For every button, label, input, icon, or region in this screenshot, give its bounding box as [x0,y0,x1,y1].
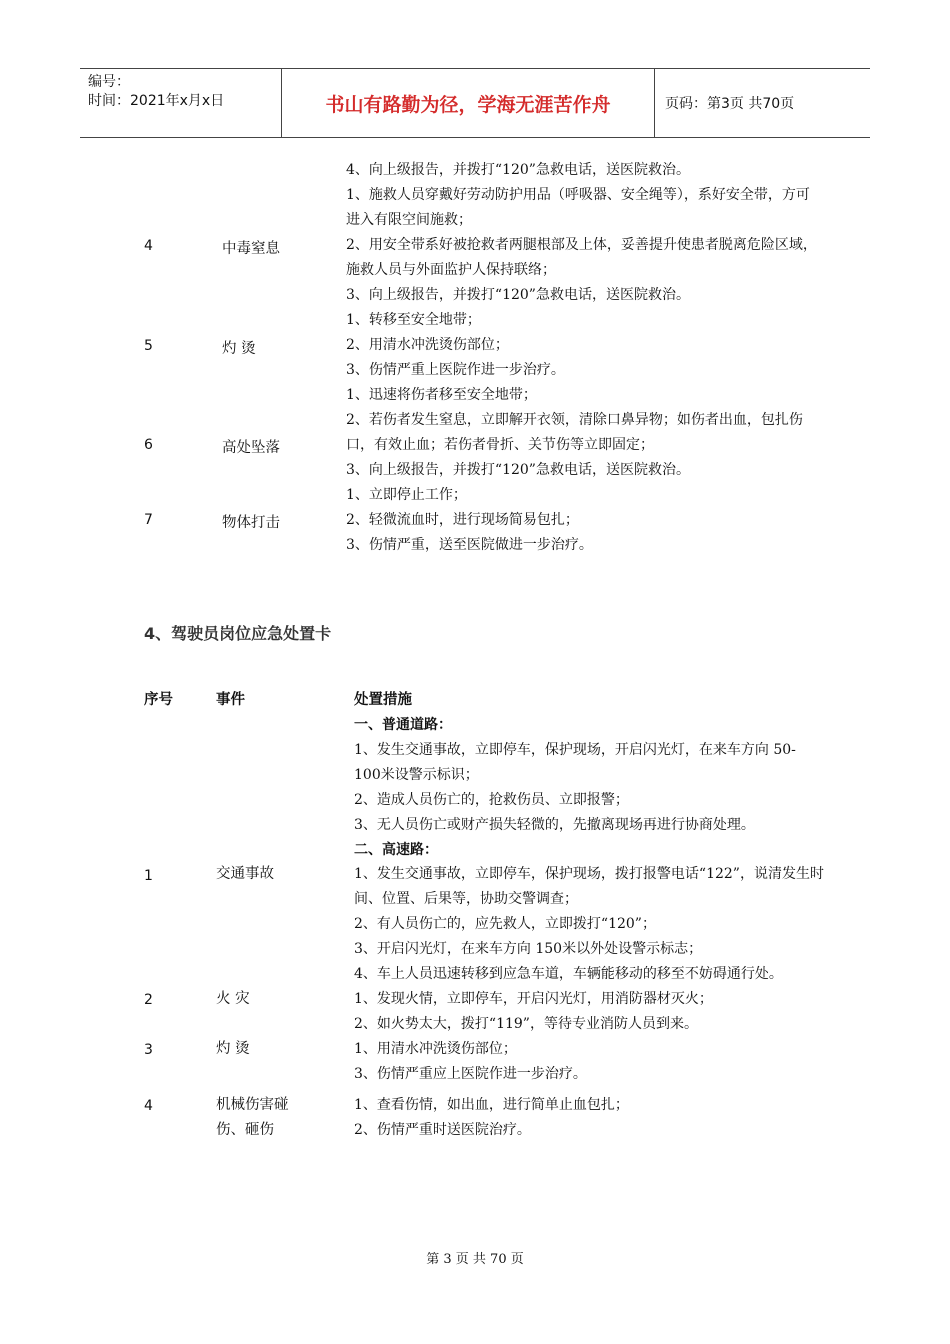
page-header [80,68,870,138]
measure-line: 3、开启闪光灯，在来车方向 150米以外处设警示标志； [354,941,703,957]
event-name: 灼 烫 [216,1041,250,1057]
event-name: 高处坠落 [222,440,280,456]
event-name: 中毒窒息 [222,241,280,257]
measure-line: 1、发现火情，立即停车，开启闪光灯，用消防器材灭火； [354,991,713,1007]
measure-line: 1、用清水冲洗烫伤部位； [354,1041,517,1057]
header-divider [654,69,655,137]
event-name: 机械伤害碰 [216,1097,289,1113]
header-page-info: 页码：第3页 共70页 [665,96,795,112]
measure-line: 间、位置、后果等，协助交警调查； [354,891,578,907]
event-name: 物体打击 [222,515,280,531]
measure-line: 1、查看伤情，如出血，进行简单止血包扎； [354,1097,629,1113]
measure-line: 3、向上级报告，并拨打“120”急救电话，送医院救治。 [346,287,690,303]
event-name: 火 灾 [216,991,250,1007]
document-date-label: 时间：2021年x月x日 [88,93,225,109]
measure-line: 施救人员与外面监护人保持联络； [346,262,556,278]
measure-line: 2、若伤者发生窒息，立即解开衣领，清除口鼻异物；如伤者出血，包扎伤 [346,412,803,428]
measure-line: 3、伤情严重上医院作进一步治疗。 [346,362,565,378]
measure-line: 2、轻微流血时，进行现场简易包扎； [346,512,579,528]
header-motto: 书山有路勤为径，学海无涯苦作舟 [325,93,611,116]
column-header-event: 事件 [216,692,245,708]
column-header-number: 序号 [144,692,173,708]
page-footer: 第 3 页 共 70 页 [426,1252,524,1267]
measure-line: 4、车上人员迅速转移到应急车道，车辆能移动的移至不妨碍通行处。 [354,966,783,982]
measure-line: 1、发生交通事故，立即停车，保护现场，开启闪光灯，在来车方向 50- [354,742,796,758]
header-meta [80,69,281,137]
column-header-measures: 处置措施 [354,692,412,708]
event-name: 交通事故 [216,866,274,882]
measure-line: 4、向上级报告，并拨打“120”急救电话，送医院救治。 [346,162,690,178]
measure-line: 3、无人员伤亡或财产损失轻微的，先撤离现场再进行协商处理。 [354,817,755,833]
row-number: 4 [144,1098,153,1114]
event-name: 伤、砸伤 [216,1122,274,1138]
measure-subheading: 二、高速路： [354,842,438,858]
row-number: 5 [144,338,153,354]
row-number: 1 [144,868,153,884]
measure-line: 3、伤情严重应上医院作进一步治疗。 [354,1066,587,1082]
measure-subheading: 一、普通道路： [354,717,452,733]
measure-line: 100米设警示标识； [354,767,479,783]
measure-line: 2、伤情严重时送医院治疗。 [354,1122,531,1138]
measure-line: 2、如火势太大，拨打“119”，等待专业消防人员到来。 [354,1016,698,1032]
row-number: 4 [144,238,153,254]
measure-line: 2、用安全带系好被抢救者两腿根部及上体，妥善提升使患者脱离危险区域， [346,237,817,253]
measure-line: 1、发生交通事故，立即停车，保护现场，拨打报警电话“122”，说清发生时 [354,866,824,882]
document-number-label: 编号： [88,74,130,90]
measure-line: 1、迅速将伤者移至安全地带； [346,387,537,403]
row-number: 6 [144,437,153,453]
event-name: 灼 烫 [222,341,256,357]
measure-line: 1、立即停止工作； [346,487,467,503]
measure-line: 3、伤情严重，送至医院做进一步治疗。 [346,537,593,553]
measure-line: 2、用清水冲洗烫伤部位； [346,337,509,353]
measure-line: 3、向上级报告，并拨打“120”急救电话，送医院救治。 [346,462,690,478]
measure-line: 2、造成人员伤亡的，抢救伤员、立即报警； [354,792,629,808]
measure-line: 1、转移至安全地带； [346,312,481,328]
measure-line: 1、施救人员穿戴好劳动防护用品（呼吸器、安全绳等），系好安全带，方可 [346,187,810,203]
row-number: 7 [144,512,153,528]
section-title: 4、驾驶员岗位应急处置卡 [144,624,332,643]
measure-line: 口，有效止血；若伤者骨折、关节伤等立即固定； [346,437,654,453]
row-number: 2 [144,992,153,1008]
row-number: 3 [144,1042,153,1058]
measure-line: 进入有限空间施救； [346,212,472,228]
measure-line: 2、有人员伤亡的，应先救人，立即拨打“120”； [354,916,656,932]
